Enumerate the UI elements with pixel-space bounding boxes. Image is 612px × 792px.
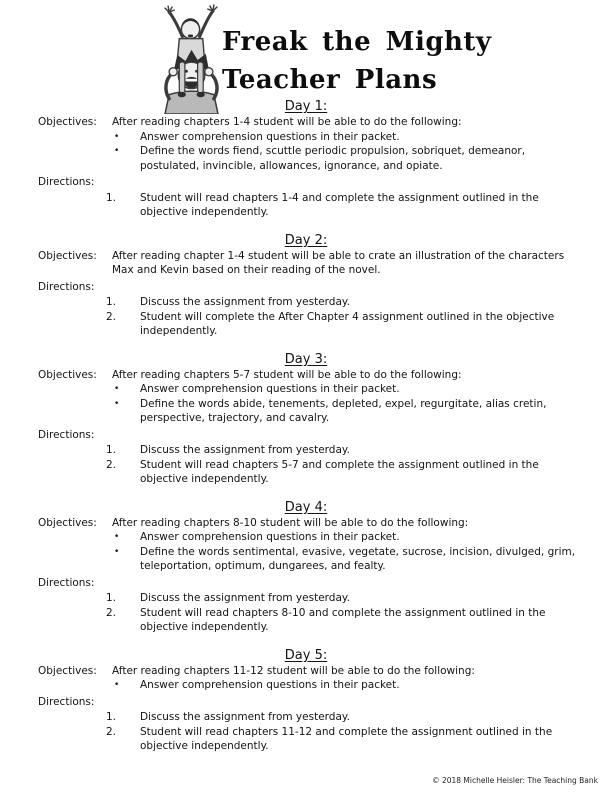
day-2-heading: Day 2: (284, 232, 328, 248)
objectives-label: Objectives: (38, 368, 97, 381)
directions-list (106, 710, 612, 754)
objectives-content (112, 664, 578, 693)
direction-item (106, 191, 612, 220)
objectives-row (0, 516, 612, 574)
day-3-section (0, 352, 612, 487)
direction-number: 1. (106, 191, 117, 204)
objectives-row (0, 368, 612, 426)
bullet-icon: • (114, 131, 120, 142)
objectives-label: Objectives: (38, 249, 97, 262)
objectives-intro: After reading chapters 1-4 student will be able to do the following: (112, 116, 462, 128)
objective-bullet-text: Answer comprehension questions in their packet. (140, 383, 400, 395)
objective-bullet-text: Answer comprehension questions in their packet. (140, 679, 400, 691)
objectives-row (0, 664, 612, 693)
day-3-heading: Day 3: (284, 351, 328, 367)
direction-number: 2. (106, 725, 117, 738)
directions-list (106, 591, 612, 635)
direction-text: Discuss the assignment from yesterday. (140, 592, 350, 604)
direction-number: 1. (106, 444, 117, 456)
document-title (222, 23, 492, 99)
direction-text: Discuss the assignment from yesterday. (140, 296, 350, 308)
direction-number: 2. (106, 606, 117, 619)
objective-bullet-text: Define the words fiend, scuttle periodic propulsion, sobriquet, demeanor, postulated, invincible, allowances, ignorance, and opiate. (140, 145, 526, 172)
bullet-icon: • (114, 146, 120, 156)
directions-label: Directions: (38, 576, 95, 589)
directions-row (0, 695, 612, 710)
direction-number: 1. (106, 592, 117, 604)
objectives-intro: After reading chapters 11-12 student will be able to do the following: (112, 664, 475, 677)
direction-item (106, 310, 612, 339)
title-line-2: Teacher Plans (222, 65, 438, 95)
objective-bullet-text: Define the words abide, tenements, depleted, expel, regurgitate, alias cretin, perspective, trajectory, and cavalry. (140, 397, 547, 424)
directions-list (106, 191, 612, 220)
direction-item (106, 295, 612, 310)
directions-row (0, 175, 612, 190)
objectives-label: Objectives: (38, 664, 97, 677)
objectives-intro: After reading chapters 8-10 student will be able to do the following: (112, 516, 469, 529)
bullet-icon: • (114, 384, 120, 394)
direction-number: 2. (106, 310, 117, 323)
direction-text: Discuss the assignment from yesterday. (140, 444, 350, 456)
directions-list (106, 443, 612, 487)
direction-text: Student will read chapters 5-7 and complete the assignment outlined in the objective independently. (140, 458, 539, 485)
objectives-intro: After reading chapter 1-4 student will be able to crate an illustration of the characters Max and Kevin based on their reading of the novel. (112, 249, 565, 276)
objective-bullet-item (114, 130, 578, 145)
objectives-intro: After reading chapters 5-7 student will be able to do the following: (112, 368, 462, 381)
day-4-section (0, 500, 612, 635)
objective-bullet-text: Define the words sentimental, evasive, vegetate, sucrose, incision, divulged, grim, teleportation, optimum, dungarees, and fealty. (140, 545, 576, 572)
objectives-label: Objectives: (38, 116, 97, 128)
objectives-row (0, 249, 612, 278)
objective-bullet-item (114, 382, 578, 397)
direction-text: Student will read chapters 11-12 and complete the assignment outlined in the objective independently. (140, 725, 553, 752)
direction-text: Student will complete the After Chapter 4 assignment outlined in the objective independently. (140, 310, 555, 337)
day-5-heading: Day 5: (284, 647, 328, 663)
objectives-content (112, 115, 578, 173)
directions-label: Directions: (38, 280, 95, 293)
direction-item (106, 591, 612, 606)
directions-row (0, 428, 612, 443)
direction-number: 1. (106, 711, 117, 723)
objectives-content (112, 516, 578, 574)
objectives-content (112, 249, 578, 278)
title-line-1: Freak the Mighty (222, 27, 492, 57)
day-5-section (0, 648, 612, 754)
direction-item (106, 710, 612, 725)
directions-label: Directions: (38, 176, 95, 188)
day-4-heading: Day 4: (284, 499, 328, 515)
objectives-content (112, 368, 578, 426)
day-2-section (0, 233, 612, 339)
directions-label: Directions: (38, 695, 95, 708)
direction-item (106, 606, 612, 635)
day-1-section (0, 99, 612, 220)
objective-bullet-item (114, 530, 578, 545)
directions-row (0, 576, 612, 591)
document-body (0, 99, 612, 754)
objective-bullet-text: Answer comprehension questions in their packet. (140, 531, 400, 543)
objective-bullet-item (114, 397, 578, 426)
objectives-label: Objectives: (38, 516, 97, 529)
direction-number: 1. (106, 296, 117, 308)
day-1-heading: Day 1: (284, 99, 328, 114)
direction-text: Student will read chapters 1-4 and complete the assignment outlined in the objective independently. (140, 191, 539, 218)
directions-list (106, 295, 612, 339)
objective-bullet-item (114, 678, 578, 693)
direction-text: Discuss the assignment from yesterday. (140, 711, 350, 723)
bullet-icon: • (114, 680, 120, 690)
direction-number: 2. (106, 458, 117, 471)
bullet-icon: • (114, 546, 120, 557)
direction-text: Student will read chapters 8-10 and complete the assignment outlined in the objective independently. (140, 606, 546, 633)
directions-label: Directions: (38, 428, 95, 441)
direction-item (106, 458, 612, 487)
objectives-row (0, 115, 612, 173)
bullet-icon: • (114, 532, 120, 542)
objective-bullet-item (114, 545, 578, 574)
bullet-icon: • (114, 398, 120, 409)
directions-row (0, 280, 612, 295)
copyright-footer: © 2018 Michelle Heisler: The Teaching Bank (432, 776, 598, 785)
objective-bullet-text: Answer comprehension questions in their packet. (140, 130, 400, 143)
objective-bullet-item (114, 144, 578, 173)
direction-item (106, 725, 612, 754)
direction-item (106, 443, 612, 458)
